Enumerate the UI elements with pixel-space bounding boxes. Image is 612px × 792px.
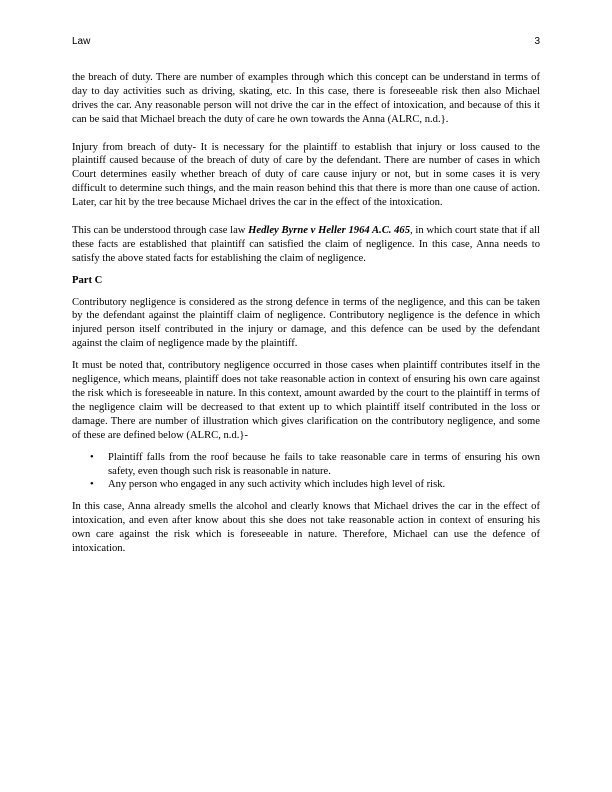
bullet-icon: • — [90, 451, 94, 463]
page-number: 3 — [534, 36, 540, 47]
section-heading-part-c: Part C — [72, 274, 103, 286]
paragraph-injury-from-breach: Injury from breach of duty- It is necessary for the plaintiff to establish that injury or loss caused to the plaintiff caused because of the breach of duty of care by the defendant. There are number of cases in which Court determines easily whether breach of duty of care cause injury or not, but in some cases it is very difficult to determine such things, and the main reason behind this that there is more than one cause of action. Later, car hit by the tree because Michael drives the car in the effect of the intoxication. — [72, 141, 540, 209]
list-item — [90, 451, 540, 479]
case-law-rest: , in which court state that if all these facts are established that plaintiff can satisfied the claim of negligence. In this case, Anna needs to satisfy the above stated facts for establishing the claim of negligence. — [72, 224, 540, 264]
paragraph-contributory-details: It must be noted that, contributory negligence occurred in those cases when plaintiff contributes itself in the negligence, which means, plaintiff does not take reasonable action in context of ensuring his own care against the risk which is foreseeable in nature. In this context, amount awarded by the court to the plaintiff in terms of the negligence claim will be decreased to that extent up to which plaintiff itself contributed in the loss or damage. There are number of illustration which gives clarification on the contributory negligence, and some of these are defined below (ALRC, n.d.}- — [72, 360, 540, 441]
paragraph-conclusion: In this case, Anna already smells the alcohol and clearly knows that Michael drives the car in the effect of intoxication, and even after know about this she does not take reasonable action in context of ensuring his own care against the risk which is foreseeable in nature. Therefore, Michael can use the defence of intoxication. — [72, 501, 540, 555]
paragraph-contributory-negligence: Contributory negligence is considered as the strong defence in terms of the negligence, and this can be taken by the defendant against the plaintiff claim of negligence. Contributory negligence is the defence in which injured person itself contributed in the injury or damage, and this defence can be used by the defendant against the claim of negligence made by the plaintiff. — [72, 296, 540, 350]
page-header — [72, 36, 540, 50]
case-law-intro: This can be understood through case law — [72, 224, 249, 236]
paragraph-breach-of-duty: the breach of duty. There are number of examples through which this concept can be understand in terms of day to day activities such as driving, skating, etc. In this case, there is foreseeable risk then also Michael drives the car. Any reasonable person will not drive the car in the effect of intoxication, and because of this it can be said that Michael breach the duty of care he own towards the Anna (ALRC, n.d.}. — [72, 72, 540, 125]
list-item-text: Any person who engaged in any such activity which includes high level of risk. — [108, 479, 446, 491]
document-body — [72, 71, 540, 556]
list-item-text: Plaintiff falls from the roof because he fails to take reasonable care in terms of ensuring his own safety, even though such risk is reasonable in nature. — [108, 451, 540, 477]
illustration-list — [72, 451, 540, 493]
header-title: Law — [72, 36, 91, 47]
list-item — [90, 478, 540, 492]
case-citation: Hedley Byrne v Heller 1964 A.C. 465 — [248, 224, 411, 236]
bullet-icon: • — [90, 479, 94, 491]
paragraph-case-law — [72, 224, 540, 266]
